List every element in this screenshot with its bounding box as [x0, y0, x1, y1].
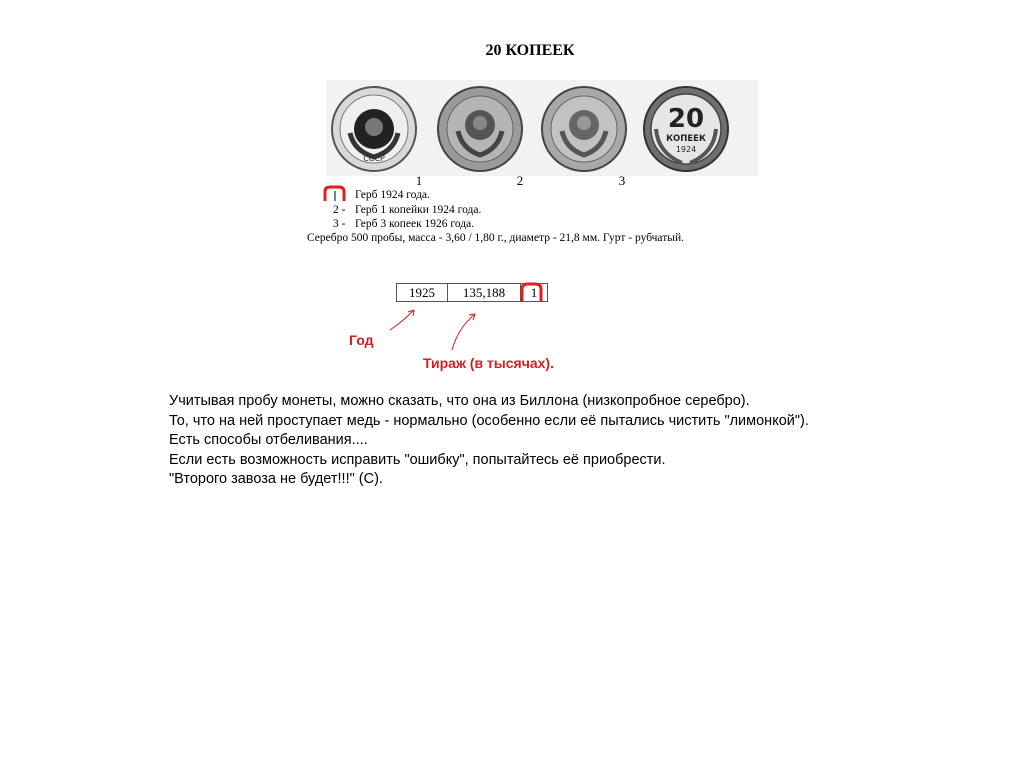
legend-item-1: Герб 1924 года.: [355, 189, 430, 201]
coin-number-2: 2: [516, 173, 524, 188]
mintage-cell: 135,188: [448, 284, 521, 302]
coin-year: 1924: [675, 145, 697, 154]
year-annotation: Год: [349, 332, 374, 348]
coin-spec: Серебро 500 пробы, масса - 3,60 / 1,80 г., диаметр - 21,8 мм. Гурт - рубчатый.: [307, 232, 684, 244]
coin-obverse-1-kopek-1924-icon: [436, 85, 524, 173]
comment-line: Учитывая пробу монеты, можно сказать, что она из Биллона (низкопробное серебро).: [169, 393, 750, 409]
legend-item-3: 3 - Герб 3 копеек 1926 года.: [333, 218, 475, 230]
comment-line: Если есть возможность исправить "ошибку", попытайтесь её приобрести.: [169, 451, 666, 468]
coins-image: [326, 80, 758, 176]
year-cell: 1925: [397, 284, 448, 302]
comment-line: То, что на ней проступает медь - нормально (особенно если её пытались чистить "лимонкой").: [169, 412, 809, 429]
legend-item-2: 2 - Герб 1 копейки 1924 года.: [333, 204, 482, 216]
comment-line: Есть способы отбеливания....: [169, 432, 368, 448]
mintage-annotation: Тираж (в тысячах).: [423, 355, 554, 371]
extra-cell: 1: [521, 284, 548, 302]
comment-line: "Второго завоза не будет!!!" (С).: [169, 471, 383, 487]
coin-obverse-3-kopek-1926-icon: [540, 85, 628, 173]
comment-text: [169, 392, 809, 490]
coin-number-3: 3: [618, 173, 626, 188]
coin-reverse-20-kopek-icon: [642, 85, 730, 173]
page-title: 20 КОПЕЕК: [485, 42, 575, 59]
coin-word: КОПЕЕК: [666, 134, 706, 144]
annotation-arrows: [380, 300, 490, 360]
coin-denomination: 20: [667, 104, 705, 134]
coin-obverse-1924-icon: [330, 85, 418, 173]
red-highlight-mark-icon: [518, 281, 544, 303]
svg-text:СССР: СССР: [363, 154, 385, 163]
coin-number-1: 1: [415, 173, 423, 188]
